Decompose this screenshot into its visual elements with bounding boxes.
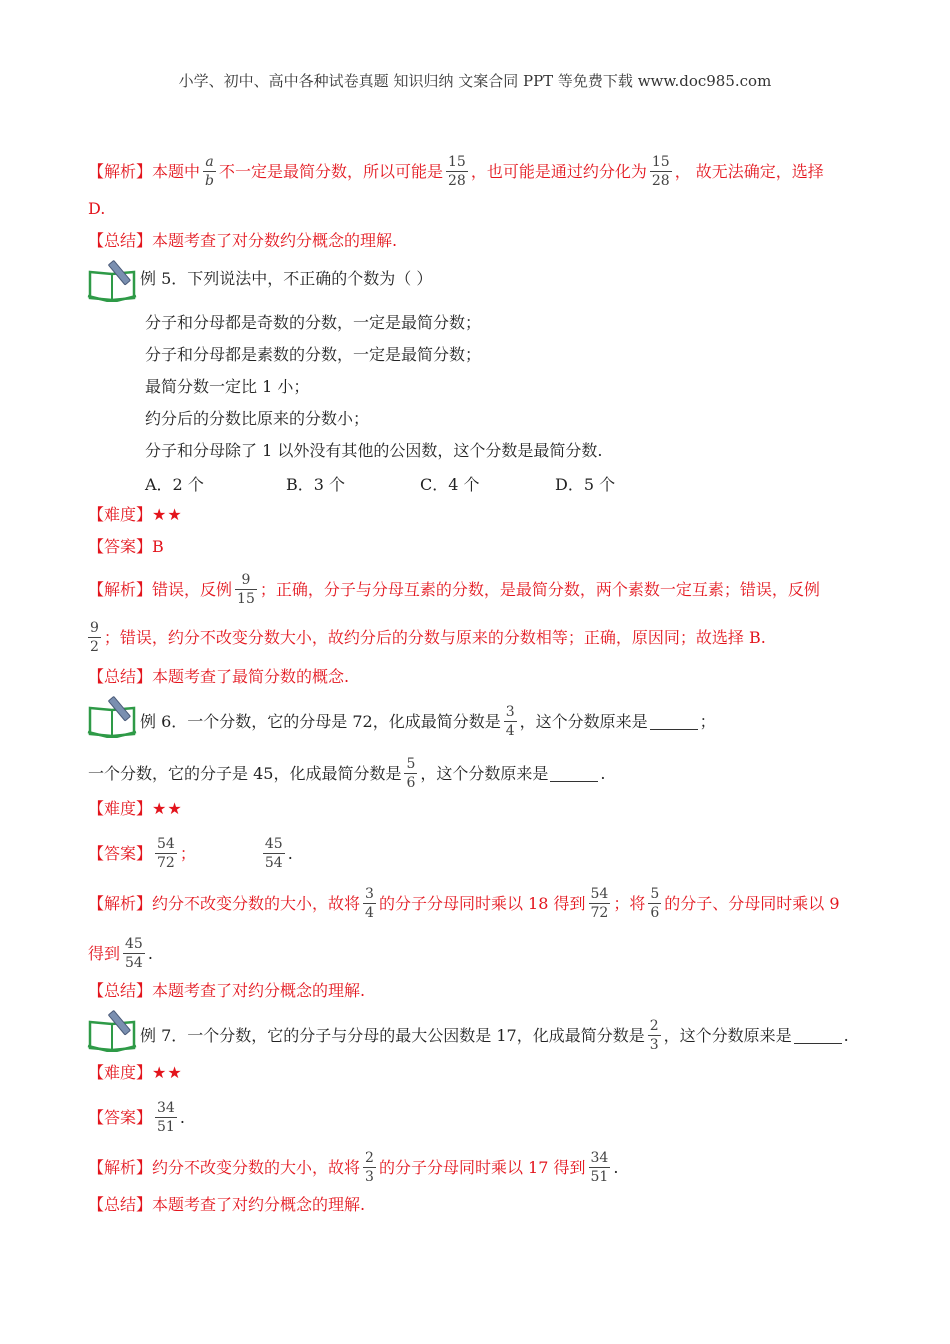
example5-answer: 【答案】 B xyxy=(88,537,164,556)
analysis-label: 【解析】 xyxy=(88,1157,153,1177)
answer-blank xyxy=(794,1027,842,1044)
example7-answer: 【答案】 $\frac{34}{51}$ . xyxy=(88,1100,185,1135)
example5-difficulty: 【难度】 ★★ xyxy=(88,505,183,524)
prev-analysis-line1: 【解析】 本题中 $\frac{a}{b}$ 不一定是最简分数，所以可能是 $\frac{15}{28}$ ，也可能是通过约分化为 $\frac{15}{28}$ ， 故无法确定，选择 xyxy=(88,154,824,189)
fraction: $\frac{15}{28}$ xyxy=(448,154,466,189)
summary-label: 【总结】 xyxy=(88,1195,153,1214)
fraction: $\frac{45}{54}$ xyxy=(125,936,143,971)
fraction: $\frac{3}{4}$ xyxy=(505,704,515,739)
fraction: $\frac{45}{54}$ xyxy=(264,836,283,871)
summary-label: 【总结】 xyxy=(88,231,153,250)
page-header: 小学、初中、高中各种试卷真题 知识归纳 文案合同 PPT 等免费下载 www.doc985.com xyxy=(178,72,772,90)
example7-analysis: 【解析】 约分不改变分数的大小，故将 $\frac{2}{3}$ 的分子分母同时乘以 17 得到 $\frac{34}{51}$ . xyxy=(88,1150,619,1185)
example6-analysis-line2: 得到 $\frac{45}{54}$ . xyxy=(88,936,153,971)
prev-summary: 【总结】 本题考查了对分数约分概念的理解. xyxy=(88,231,398,250)
analysis-label: 【解析】 xyxy=(88,579,153,599)
star-rating: ★★ xyxy=(152,505,183,524)
fraction: $\frac{9}{2}$ xyxy=(90,620,99,655)
example5-analysis-line1: 【解析】 错误，反例 $\frac{9}{15}$ ；正确，分子与分母互素的分数，是最简分数，两个素数一定互素；错误，反例 xyxy=(88,572,820,607)
example5-item-1: 分子和分母都是奇数的分数，一定是最简分数； xyxy=(145,313,482,332)
fraction: $\frac{15}{28}$ xyxy=(651,154,670,189)
option-c: C．4 个 xyxy=(420,475,480,494)
star-rating: ★★ xyxy=(152,1063,183,1082)
fraction: $\frac{5}{6}$ xyxy=(650,886,660,921)
example5-item-2: 分子和分母都是素数的分数，一定是最简分数； xyxy=(145,345,482,364)
option-b: B．3 个 xyxy=(286,475,346,494)
fraction: $\frac{9}{15}$ xyxy=(237,572,255,607)
example5-item-4: 约分后的分数比原来的分数小； xyxy=(145,409,370,428)
example7-difficulty: 【难度】 ★★ xyxy=(88,1063,183,1082)
book-pencil-icon xyxy=(86,694,138,738)
fraction: $\frac{54}{72}$ xyxy=(157,836,175,871)
analysis-label: 【解析】 xyxy=(88,893,153,913)
example6-summary: 【总结】 本题考查了对约分概念的理解. xyxy=(88,981,366,1000)
option-a: A．2 个 xyxy=(145,475,204,494)
example6-title: 例 6．一个分数，它的分母是 72，化成最简分数是 $\frac{3}{4}$ ，这个分数原来是 ； xyxy=(140,704,716,739)
analysis-label: 【解析】 xyxy=(88,161,153,181)
summary-label: 【总结】 xyxy=(88,981,153,1000)
example7-summary: 【总结】 本题考查了对约分概念的理解. xyxy=(88,1195,366,1214)
book-pencil-icon xyxy=(86,258,138,302)
prev-analysis-line2: D. xyxy=(88,199,106,218)
example5-analysis-line2: $\frac{9}{2}$ ；错误，约分不改变分数大小，故约分后的分数与原来的分数相等；正确，原因同；故选择 B. xyxy=(90,620,766,655)
example6-answer: 【答案】 $\frac{54}{72}$ ； $\frac{45}{54}$ . xyxy=(88,836,293,871)
summary-label: 【总结】 xyxy=(88,667,153,686)
example6-line2: 一个分数，它的分子是 45，化成最简分数是 $\frac{5}{6}$ ，这个分数原来是 . xyxy=(88,756,606,791)
star-rating: ★★ xyxy=(152,799,183,818)
answer-blank xyxy=(650,713,698,730)
example5-item-3: 最简分数一定比 1 小； xyxy=(145,377,310,396)
fraction: $\frac{2}{3}$ xyxy=(365,1150,374,1185)
example5-summary: 【总结】 本题考查了最简分数的概念. xyxy=(88,667,350,686)
example6-analysis-line1: 【解析】 约分不改变分数的大小，故将 $\frac{3}{4}$ 的分子分母同时乘以 18 得到 $\frac{54}{72}$ ；将 $\frac{5}{6}$ 的分子、分母同时乘以 9 xyxy=(88,886,840,921)
answer-blank xyxy=(550,765,598,782)
fraction: $\frac{34}{51}$ xyxy=(157,1100,175,1135)
option-d: D．5 个 xyxy=(555,475,616,494)
fraction: $\frac{34}{51}$ xyxy=(590,1150,609,1185)
example6-difficulty: 【难度】 ★★ xyxy=(88,799,183,818)
example7-title: 例 7．一个分数，它的分子与分母的最大公因数是 17，化成最简分数是 $\frac{2}{3}$ ，这个分数原来是 . xyxy=(140,1018,849,1053)
fraction: $\frac{a}{b}$ xyxy=(205,154,214,189)
fraction: $\frac{54}{72}$ xyxy=(590,886,609,921)
example5-title: 例 5．下列说法中，不正确的个数为（ ） xyxy=(140,269,433,288)
book-pencil-icon xyxy=(86,1008,138,1052)
fraction: $\frac{3}{4}$ xyxy=(365,886,374,921)
fraction: $\frac{5}{6}$ xyxy=(406,756,416,791)
example5-item-5: 分子和分母除了 1 以外没有其他的公因数，这个分数是最简分数. xyxy=(145,441,603,460)
fraction: $\frac{2}{3}$ xyxy=(649,1018,659,1053)
